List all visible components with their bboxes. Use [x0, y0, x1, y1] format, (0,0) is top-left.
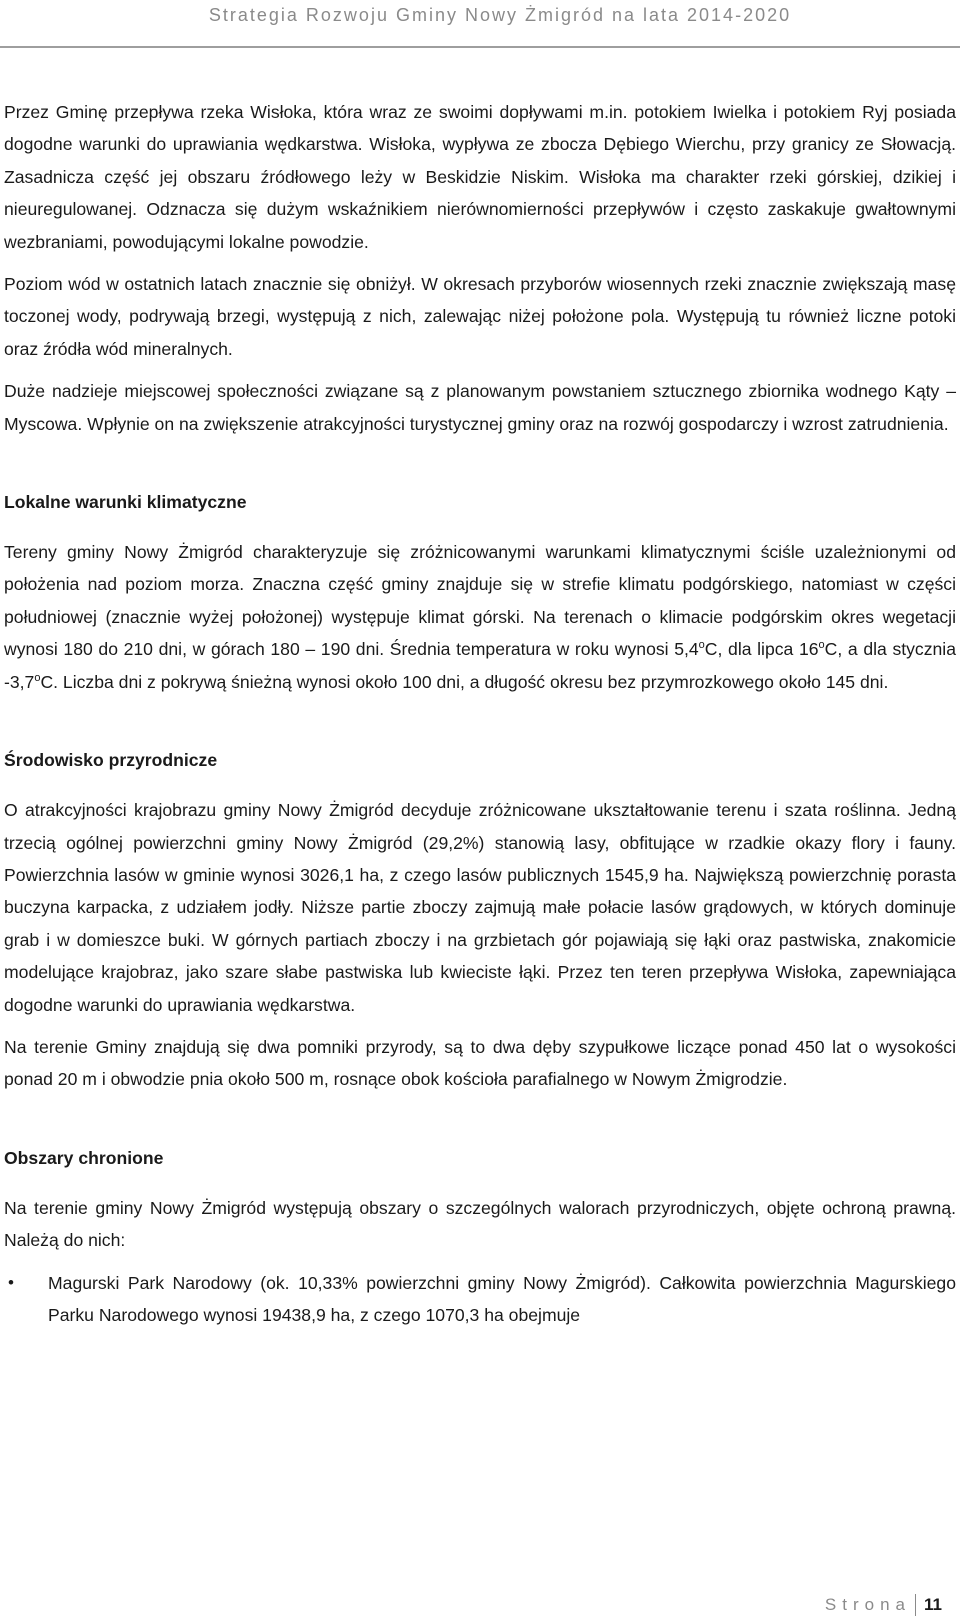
nature-paragraph-2: Na terenie Gminy znajdują się dwa pomniki przyrody, są to dwa dęby szypułkowe liczące ponad 450 lat o wysokości ponad 20 m i obwodzie pnia około 500 m, rosnące obok kościoła parafialnego w Nowym Żmigrodzie.: [4, 1036, 956, 1090]
list-item: [4, 1267, 956, 1332]
intro-paragraph-2: Poziom wód w ostatnich latach znacznie się obniżył. W okresach przyborów wiosennych rzeki znacznie zwiększają masę toczonej wody, podrywają brzegi, występują z nich, zalewając niżej położone pola. Występują tu również liczne potoki oraz źródła wód mineralnych.: [4, 274, 956, 359]
page-content: [4, 96, 956, 1331]
climate-text-a: Tereny gminy Nowy Żmigród charakteryzuje się zróżnicowanymi warunkami klimatycznymi ściśle uzależnionymi od położenia nad poziom morza. Znaczna część gminy znajduje się w strefie klimatu podgórskiego, natomiast w części południowej (znacznie wyżej położonej) występuje klimat górski. Na terenach o klimacie podgórskim okres wegetacji wynosi 180 do 210 dni, w górach 180 – 190 dni. Średnia temperatura w roku wynosi 5,4: [4, 542, 956, 660]
spacer: [4, 708, 956, 744]
running-header: Strategia Rozwoju Gminy Nowy Żmigród na lata 2014-2020: [208, 5, 792, 25]
protected-areas-list: [4, 1267, 956, 1332]
spacer: [4, 1106, 956, 1142]
protected-paragraph: Na terenie gminy Nowy Żmigród występują obszary o szczególnych walorach przyrodniczych, objęte ochroną prawną. Należą do nich:: [4, 1197, 956, 1251]
spacer: [4, 518, 956, 536]
climate-text-b: C, dla lipca 16: [704, 639, 819, 660]
degree-sup-2: o: [818, 639, 825, 652]
climate-paragraph: [4, 536, 956, 698]
intro-paragraph-3: Duże nadzieje miejscowej społeczności związane są z planowanym powstaniem sztucznego zbiornika wodnego Kąty – Myscowa. Wpłynie on na zwiększenie atrakcyjności turystycznej gminy oraz na rozwój gospodarczy i wzrost zatrudnienia.: [4, 381, 956, 434]
section-heading-climate: Lokalne warunki klimatyczne: [4, 492, 247, 513]
nature-paragraph-1: O atrakcyjności krajobrazu gminy Nowy Żmigród decyduje zróżnicowane ukształtowanie terenu i szata roślinna. Jedną trzecią ogólnej powierzchni gminy Nowy Żmigród (29,2%) stanowią lasy, obfitujące w rzadkie okazy flory i fauny. Powierzchnia lasów w gminie wynosi 3026,1 ha, z czego lasów publicznych 1545,9 ha. Największą powierzchnię porasta buczyna karpacka, z udziałem jodły. Niższe partie zboczy zajmują małe połacie lasów grądowych, w których dominuje grab i w domieszce buki. W górnych partiach zboczy i na grzbietach gór pojawiają się łąki oraz pastwiska, znakomicie modelujące krajobraz, jako szare słabe pastwiska lub kwieciste łąki. Przez ten teren przepływa Wisłoka, zapewniająca dogodne warunki do uprawiania wędkarstwa.: [4, 800, 956, 1015]
header-divider: [0, 46, 960, 48]
section-heading-protected: Obszary chronione: [4, 1147, 164, 1168]
section-heading-nature: Środowisko przyrodnicze: [4, 750, 218, 771]
spacer: [4, 450, 956, 486]
degree-sup-1: o: [698, 639, 705, 652]
climate-text-c: C, a dla stycznia -3,7: [4, 639, 956, 692]
footer-label: Strona: [824, 1595, 912, 1614]
page-number: 11: [924, 1595, 942, 1614]
degree-sup-3: o: [34, 671, 41, 684]
spacer: [4, 1174, 956, 1192]
intro-paragraph-1: Przez Gminę przepływa rzeka Wisłoka, która wraz ze swoimi dopływami m.in. potokiem Iwielka i potokiem Ryj posiada dogodne warunki do uprawiania wędkarstwa. Wisłoka, wypływa ze zbocza Dębiego Wierchu, przy granicy ze Słowacją. Zasadnicza część jej obszaru źródłowego leży w Beskidzie Niskim. Wisłoka ma charakter rzeki górskiej, dzikiej i nieuregulowanej. Odznacza się dużym wskaźnikiem nierównomierności przepływów i często zaskakuje gwałtownymi wezbraniami, powodującymi lokalne powodzie.: [4, 102, 956, 252]
bullet-icon: •: [8, 1272, 14, 1292]
footer-divider: [915, 1594, 916, 1616]
list-item-text: Magurski Park Narodowy (ok. 10,33% powierzchni gminy Nowy Żmigród). Całkowita powierzchnia Magurskiego Parku Narodowego wynosi 19438,9 ha, z czego 1070,3 ha obejmuje: [48, 1272, 956, 1325]
climate-text-d: C. Liczba dni z pokrywą śnieżną wynosi około 100 dni, a długość okresu bez przymrozkowego około 145 dni.: [40, 671, 889, 692]
page-footer: [825, 1592, 942, 1618]
spacer: [4, 776, 956, 794]
